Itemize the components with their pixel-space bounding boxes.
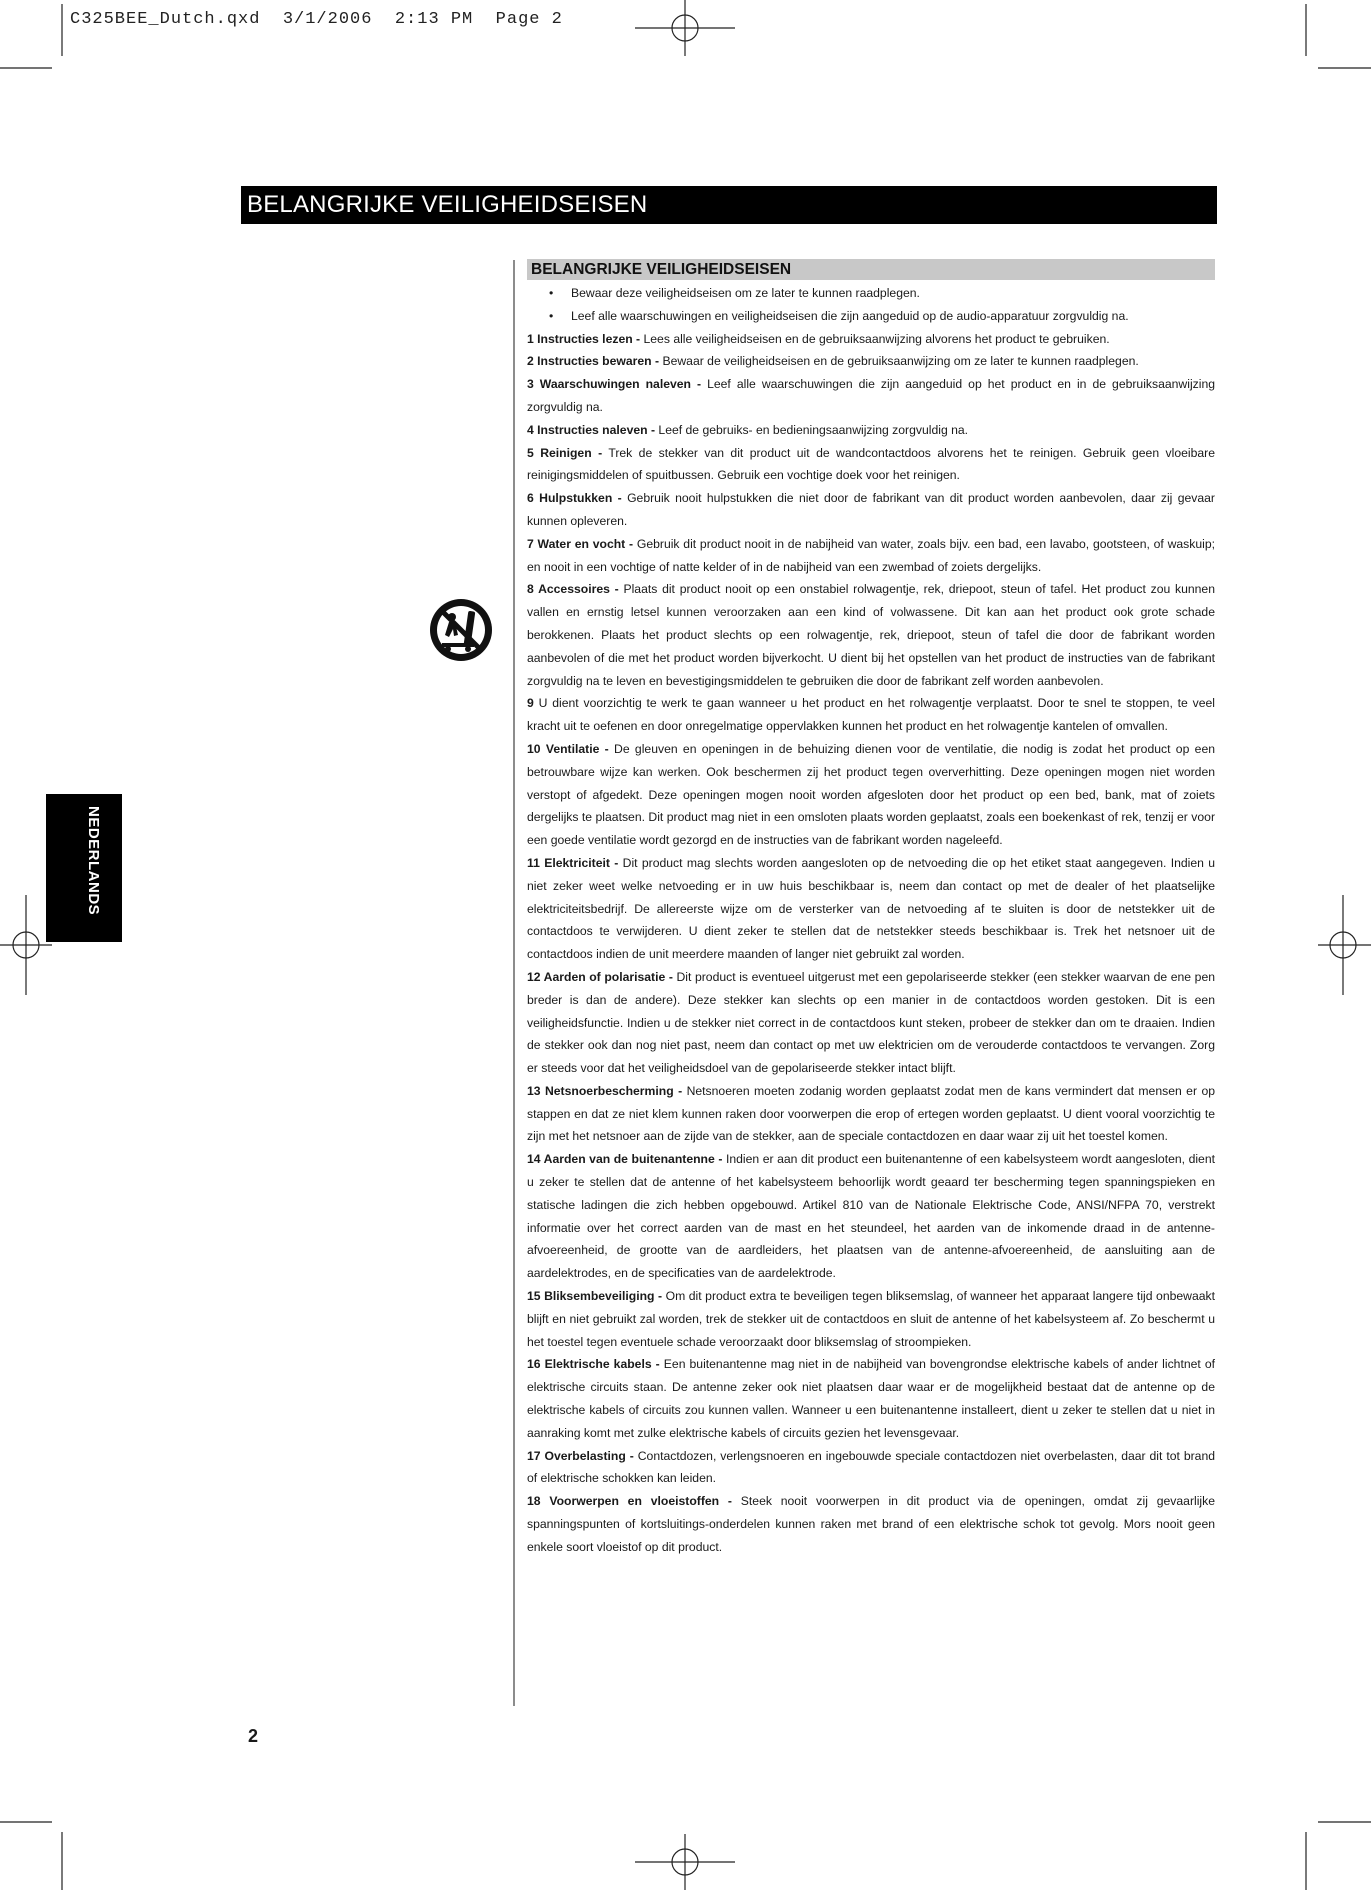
item-text: Gebruik dit product nooit in de nabijheid van water, zoals bijv. een bad, een lavabo, gootsteen, of waskuip; en nooit in een vochtige of natte kelder of in de nabijheid van een zwembad of zoiets dergelijks. [527, 536, 1215, 574]
page-number: 2 [248, 1726, 259, 1746]
item-text: Leef de gebruiks- en bedieningsaanwijzing zorgvuldig na. [658, 422, 969, 437]
item-heading: 16 Elektrische kabels - [527, 1357, 660, 1372]
safety-item-9 [527, 692, 1215, 738]
safety-item-13 [527, 1080, 1215, 1148]
item-text: Plaats dit product nooit op een onstabiel rolwagentje, rek, driepoot, steun of tafel. Het product zou kunnen vallen en ernstig letsel kunnen veroorzaken aan een kind of volwassene. Dit kan aan het product ook grote schade berokkenen. Plaats het product slechts op een rolwagentje, rek, driepoot, steun of tafel die door de fabrikant worden aanbevolen of die met het product worden bijverkocht. U dient bij het opstellen van het product de instructies van de fabrikant zorgvuldig na te leven en bevestigingsmiddelen te gebruiken die door de fabrikant zelf worden aanbevolen. [527, 582, 1215, 688]
item-text: De gleuven en openingen in de behuizing dienen voor de ventilatie, die nodig is zodat het product op een betrouwbare wijze kan werken. Ook beschermen zij het product tegen oververhitting. Deze openingen mogen niet worden verstopt of afgedekt. Deze openingen mogen nooit worden afgesloten door het product op een bed, bank, mat of zoiets dergelijks te plaatsen. Dit product mag niet in een omsloten plaats worden geplaatst, zoals een boekenkast of rek, tenzij er voor een goede ventilatie wordt gezorgd en de instructies van de fabrikant worden nageleefd. [527, 741, 1215, 848]
item-heading: 8 Accessoires - [527, 582, 619, 597]
safety-item-14 [527, 1148, 1215, 1285]
item-text: Indien er aan dit product een buitenantenne of een kabelsysteem wordt aangesloten, dient u zeker te stellen dat de antenne of het kabelsysteem behoorlijk wordt geaard ter bescherming tegen spanningspieken en statische ladingen die zich hebben opgebouwd. Artikel 810 van de Nationale Elektrische Code, ANSI/NFPA 70, verstrekt informatie over het correct aarden van de mast en het steundeel, het aarden van de inkomende draad in de antenne-afvoereenheid, de grootte van de aardleiders, het plaatsen van de antenne-afvoereenheid, de aansluiting aan de aardelektrodes, en de specificaties van de aardelektrode. [527, 1152, 1216, 1281]
bullet-item: • Leef alle waarschuwingen en veiligheidseisen die zijn aangeduid op de audio-apparatuur zorgvuldig na. [549, 305, 1215, 328]
item-text: U dient voorzichtig te werk te gaan wanneer u het product en het rolwagentje verplaatst. Door te snel te stoppen, te veel kracht uit te oefenen en door onregelmatige oppervlakken kunnen het product en het rolwagentje kantelen of omvallen. [527, 696, 1215, 734]
item-heading: 1 Instructies lezen - [527, 331, 641, 346]
safety-item-18 [527, 1490, 1215, 1558]
page-title: BELANGRIJKE VEILIGHEIDSEISEN [241, 186, 1217, 224]
item-heading: 17 Overbelasting - [527, 1448, 634, 1463]
item-text: Dit product mag slechts worden aangesloten op de netvoeding die op het etiket staat aangegeven. Indien u niet zeker weet welke netvoeding er in uw huis beschikbaar is, neem dan contact op met de dealer of het plaatselijke elektriciteitsbedrijf. De allereerste wijze om de versterker van de netvoeding af te sluiten is door de netstekker uit de contactdoos te verwijderen. U dient zeker te stellen dat de netstekker steeds beschikbaar is. Trek het netsnoer uit de contactdoos indien de unit meerdere maanden of langer niet gebruikt zal worden. [527, 855, 1216, 962]
item-heading: 3 Waarschuwingen naleven - [527, 377, 702, 392]
item-text: Een buitenantenne mag niet in de nabijheid van bovengrondse elektrische kabels of ander lichtnet of elektrische circuits staan. De antenne zeker ook niet plaatsen daar waar er de mogelijkheid bestaat dat de antenne op de elektrische kabels of circuits zou kunnen vallen. Wanneer u een buitenantenne installeert, dient u zeker te stellen dat u niet in aanraking komt met zulke elektrische kabels of circuits gezien het levensgevaar. [527, 1357, 1215, 1440]
item-text: Gebruik nooit hulpstukken die niet door de fabrikant van dit product worden aanbevolen, daar zij gevaar kunnen opleveren. [527, 491, 1215, 528]
safety-section [527, 259, 1215, 1559]
bullet-item: • Bewaar deze veiligheidseisen om ze later te kunnen raadplegen. [549, 282, 1215, 305]
safety-item-17 [527, 1445, 1215, 1491]
safety-item-3 [527, 373, 1215, 419]
item-heading: 9 [527, 696, 534, 711]
item-text: Dit product is eventueel uitgerust met een gepolariseerde stekker (een stekker waarvan de ene pen breder is dan de andere). Deze stekker kan slechts op een manier in de contactdoos worden gestoken. Dit is een veiligheidsfunctie. Indien u de stekker niet correct in de contactdoos kunt steken, probeer de stekker dan om te draaien. Indien de stekker ook dan nog niet past, neem dan contact op met uw elektricien om de verouderde contactdoos te vervangen. Zorg er steeds voor dat het veiligheidsdoel van de gepolariseerde stekker intact blijft. [527, 969, 1215, 1076]
safety-item-8 [527, 578, 1215, 692]
item-heading: 15 Bliksembeveiliging - [527, 1289, 663, 1304]
section-heading: BELANGRIJKE VEILIGHEIDSEISEN [527, 259, 1215, 280]
safety-item-6 [527, 487, 1215, 533]
item-text: Steek nooit voorwerpen in dit product via de openingen, omdat zij gevaarlijke spanningspunten of kortsluitings-onderdelen kunnen raken met brand of een elektrische schok tot gevolg. Mors nooit geen enkele soort vloeistof op dit product. [527, 1494, 1215, 1554]
item-heading: 13 Netsnoerbescherming - [527, 1083, 683, 1098]
cart-tip-over-warning-icon [428, 597, 494, 663]
item-text: Trek de stekker van dit product uit de wandcontactdoos alvorens het te reinigen. Gebruik geen vloeibare reinigingsmiddelen of spuitbussen. Gebruik een vochtige doek voor het reinigen. [527, 445, 1215, 483]
item-heading: 6 Hulpstukken - [527, 491, 622, 506]
item-heading: 11 Elektriciteit - [527, 855, 619, 870]
language-tab [46, 794, 122, 942]
safety-item-16 [527, 1353, 1215, 1444]
item-text: Lees alle veiligheidseisen en de gebruiksaanwijzing alvorens het product te gebruiken. [643, 331, 1110, 346]
item-heading: 12 Aarden of polarisatie - [527, 969, 673, 984]
safety-item-10 [527, 738, 1215, 852]
item-text: Om dit product extra te beveiligen tegen bliksemslag, of wanneer het apparaat langere tijd onbewaakt blijft en niet gebruikt zal worden, trek de stekker uit de contactdoos en sluit de antenne of het kabelsysteem af. Zo beschermt u het toestel tegen eventuele schade veroorzaakt door bliksemslag of stroompieken. [527, 1289, 1215, 1349]
column-divider [513, 260, 515, 1706]
safety-item-2 [527, 350, 1215, 373]
safety-item-15 [527, 1285, 1215, 1353]
safety-item-7 [527, 533, 1215, 579]
item-text: Contactdozen, verlengsnoeren en ingebouwde speciale contactdozen niet overbelasten, daar dit tot brand of elektrische schokken kan leiden. [527, 1448, 1216, 1486]
safety-item-4 [527, 419, 1215, 442]
safety-item-1 [527, 328, 1215, 351]
item-text: Bewaar de veiligheidseisen en de gebruiksaanwijzing om ze later te kunnen raadplegen. [662, 354, 1139, 369]
item-heading: 4 Instructies naleven - [527, 422, 656, 437]
print-slug: C325BEE_Dutch.qxd 3/1/2006 2:13 PM Page 2 [70, 10, 563, 29]
item-heading: 14 Aarden van de buitenantenne - [527, 1152, 723, 1167]
item-text: Leef alle waarschuwingen die zijn aangeduid op het product en in de gebruiksaanwijzing zorgvuldig na. [527, 377, 1216, 414]
safety-item-5 [527, 442, 1215, 488]
item-heading: 5 Reinigen - [527, 445, 603, 460]
safety-item-12 [527, 966, 1215, 1080]
bullet-list [527, 282, 1215, 328]
item-heading: 7 Water en vocht - [527, 536, 634, 551]
item-text: Netsnoeren moeten zodanig worden geplaatst zodat men de kans vermindert dat mensen er op stappen en dat ze niet klem kunnen raken door voorwerpen die erop of ertegen worden geplaatst. U dient vooral voorzichtig te zijn met het netsnoer aan de zijde van de stekker, aan de speciale contactdozen en daar waar zij uit het toestel komen. [527, 1083, 1215, 1144]
item-heading: 2 Instructies bewaren - [527, 354, 660, 369]
language-tab-label: NEDERLANDS [85, 806, 102, 916]
item-heading: 10 Ventilatie - [527, 741, 609, 756]
item-heading: 18 Voorwerpen en vloeistoffen - [527, 1494, 732, 1509]
safety-item-11 [527, 852, 1215, 966]
